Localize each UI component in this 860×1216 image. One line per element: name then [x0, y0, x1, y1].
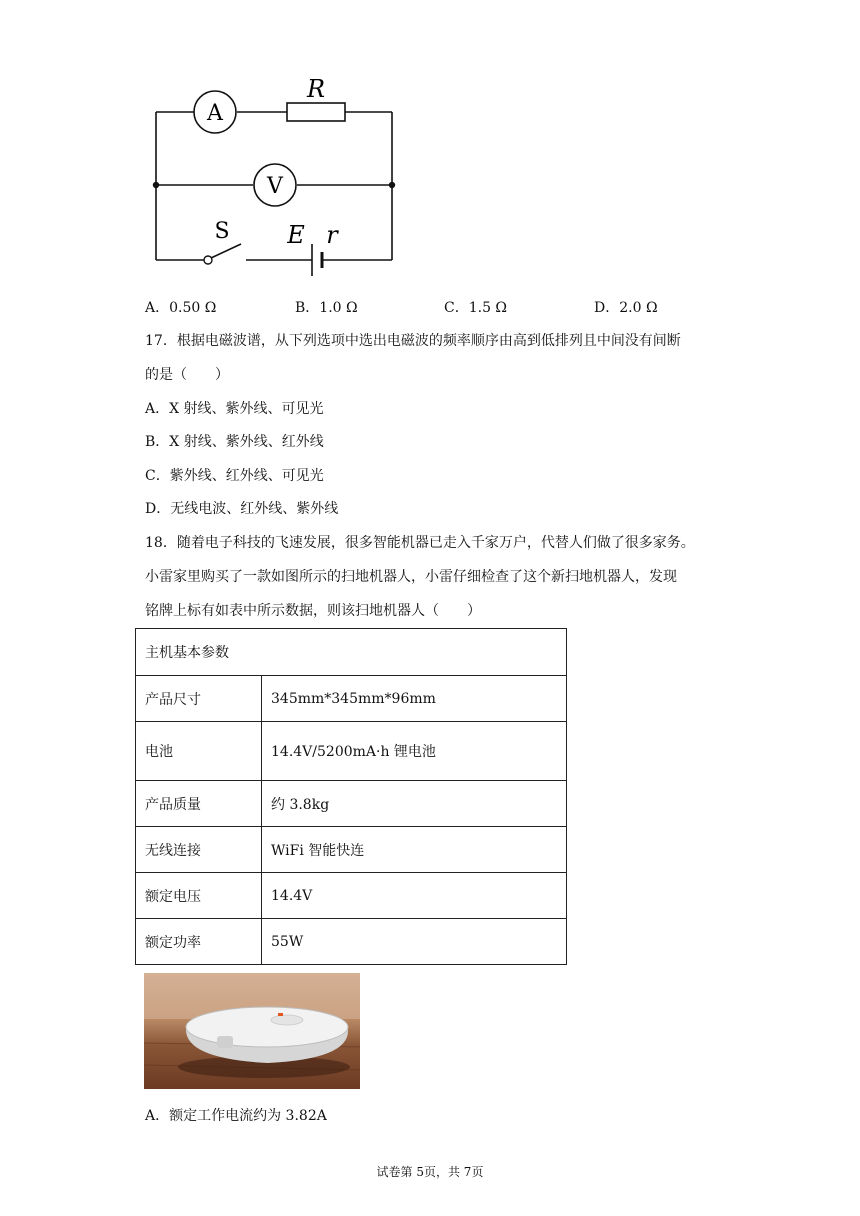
robot-vacuum-illustration: [144, 973, 360, 1089]
q17-option-c: C．紫外线、红外线、可见光: [145, 468, 324, 484]
q17-option-d: D．无线电波、红外线、紫外线: [145, 501, 339, 517]
table-row: [136, 781, 567, 827]
table-row: [136, 676, 567, 722]
switch-label: S: [214, 219, 230, 244]
junction-dot-left: [153, 182, 159, 188]
table-row: [136, 722, 567, 781]
q17-option-a: A．X 射线、紫外线、可见光: [145, 401, 324, 417]
table-header: 主机基本参数: [136, 629, 567, 676]
robot-vacuum-photo: [144, 973, 360, 1089]
voltmeter-label: V: [267, 174, 283, 199]
q18-stem-line2: 小雷家里购买了一款如图所示的扫地机器人，小雷仔细检查了这个新扫地机器人，发现: [145, 569, 677, 585]
page-footer: 试卷第 5页，共 7页: [376, 1165, 484, 1179]
table-cell-value: 55W: [262, 919, 567, 965]
q17-option-b: B．X 射线、紫外线、红外线: [145, 434, 324, 450]
ammeter-label: A: [207, 101, 223, 126]
internal-resistance-label: r: [326, 221, 338, 249]
table-cell-value: 345mm*345mm*96mm: [262, 676, 567, 722]
q16-option-a: A．0.50 Ω: [145, 300, 217, 316]
resistor-label: R: [306, 75, 326, 103]
table-cell-key: 产品尺寸: [136, 676, 262, 722]
q18-option-a: A．额定工作电流约为 3.82A: [145, 1108, 327, 1124]
circuit-diagram: [0, 0, 420, 290]
table-row: [136, 873, 567, 919]
q17-stem-line1: 17．根据电磁波谱，从下列选项中选出电磁波的频率顺序由高到低排列且中间没有间断: [145, 333, 681, 349]
emf-label: E: [287, 221, 305, 249]
table-cell-value: 14.4V: [262, 873, 567, 919]
table-row: [136, 827, 567, 873]
table-cell-key: 额定功率: [136, 919, 262, 965]
table-cell-key: 无线连接: [136, 827, 262, 873]
q17-stem-line2: 的是（ ）: [145, 367, 229, 383]
table-cell-value: 14.4V/5200mA·h 锂电池: [262, 722, 567, 781]
resistor-symbol: [287, 103, 345, 121]
q18-stem-line3: 铭牌上标有如表中所示数据，则该扫地机器人（ ）: [145, 603, 481, 619]
q16-option-d: D．2.0 Ω: [594, 300, 658, 316]
parameter-table: [135, 628, 567, 965]
q18-stem-line1: 18．随着电子科技的飞速发展，很多智能机器已走入千家万户，代替人们做了很多家务。: [145, 535, 695, 551]
switch-contact: [204, 256, 212, 264]
table-cell-key: 电池: [136, 722, 262, 781]
q16-option-c: C．1.5 Ω: [444, 300, 508, 316]
table-cell-value: 约 3.8kg: [262, 781, 567, 827]
table-cell-key: 额定电压: [136, 873, 262, 919]
q16-option-b: B．1.0 Ω: [295, 300, 358, 316]
junction-dot-right: [389, 182, 395, 188]
table-row: [136, 919, 567, 965]
table-cell-value: WiFi 智能快连: [262, 827, 567, 873]
table-cell-key: 产品质量: [136, 781, 262, 827]
